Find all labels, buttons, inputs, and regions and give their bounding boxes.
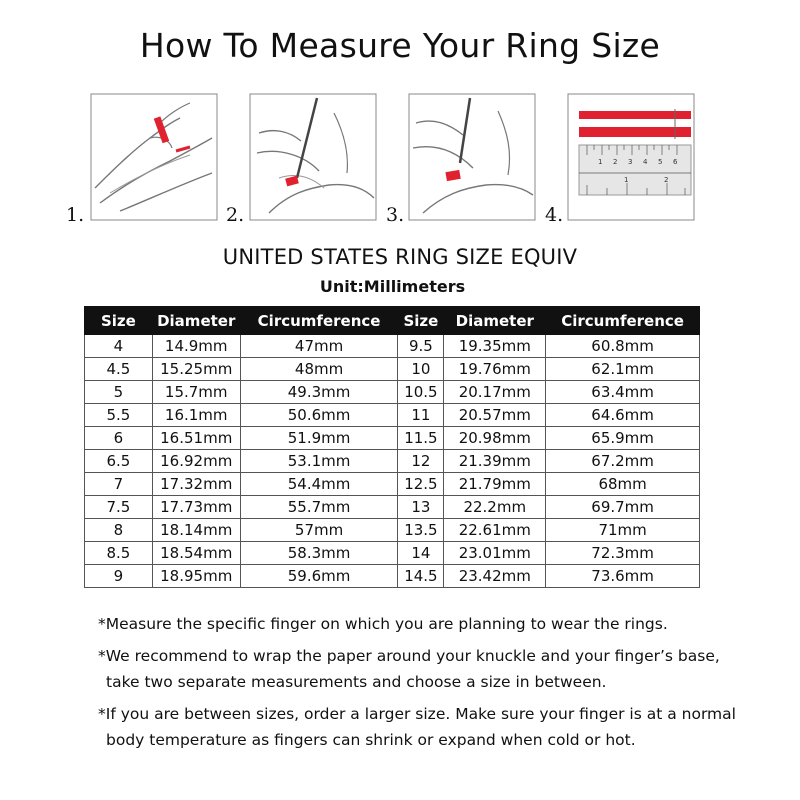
step-4-illustration [567,93,695,221]
column-header-size: Size [398,307,444,335]
table-cell: 16.1mm [152,404,240,427]
table-cell: 8 [85,519,153,542]
table-cell: 5.5 [85,404,153,427]
table-row [85,450,700,473]
table-cell: 4 [85,335,153,358]
table-cell: 15.25mm [152,358,240,381]
table-cell: 58.3mm [240,542,398,565]
note-3-continued: body temperature as fingers can shrink or expand when cold or hot. [106,731,636,749]
ruler-mark-small: 2 [664,176,669,184]
finger-mark-icon [408,93,536,221]
note-2: *We recommend to wrap the paper around your knuckle and your finger’s base, [98,647,720,665]
table-cell: 47mm [240,335,398,358]
table-cell: 51.9mm [240,427,398,450]
table-cell: 22.2mm [444,496,546,519]
column-header-circumference: Circumference [546,307,700,335]
table-cell: 14 [398,542,444,565]
table-cell: 13.5 [398,519,444,542]
table-cell: 20.17mm [444,381,546,404]
table-cell: 9 [85,565,153,588]
table-cell: 53.1mm [240,450,398,473]
table-cell: 7.5 [85,496,153,519]
table-row [85,427,700,450]
table-cell: 72.3mm [546,542,700,565]
table-cell: 59.6mm [240,565,398,588]
column-header-diameter: Diameter [444,307,546,335]
step-number-1: 1. [66,204,85,226]
table-cell: 6.5 [85,450,153,473]
note-2-continued: take two separate measurements and choose a size in between. [106,673,607,691]
table-row [85,358,700,381]
step-2-illustration [249,93,377,221]
table-cell: 16.51mm [152,427,240,450]
table-cell: 15.7mm [152,381,240,404]
table-cell: 62.1mm [546,358,700,381]
step-number-2: 2. [226,204,245,226]
table-cell: 71mm [546,519,700,542]
column-header-diameter: Diameter [152,307,240,335]
unit-label: Unit:Millimeters [319,277,466,296]
page-title: How To Measure Your Ring Size [139,26,661,65]
table-cell: 11 [398,404,444,427]
table-row [85,542,700,565]
table-heading: UNITED STATES RING SIZE EQUIV [222,245,578,269]
table-row [85,473,700,496]
ruler-measure-icon [567,93,695,221]
table-cell: 57mm [240,519,398,542]
table-cell: 10.5 [398,381,444,404]
table-cell: 67.2mm [546,450,700,473]
note-1: *Measure the specific finger on which you are planning to wear the rings. [98,615,668,633]
table-header-row [85,307,700,335]
table-row [85,381,700,404]
table-cell: 63.4mm [546,381,700,404]
ruler-mark: 6 [673,158,678,166]
table-cell: 73.6mm [546,565,700,588]
table-cell: 64.6mm [546,404,700,427]
step-number-4: 4. [545,204,564,226]
table-cell: 17.73mm [152,496,240,519]
table-cell: 48mm [240,358,398,381]
table-cell: 68mm [546,473,700,496]
table-cell: 7 [85,473,153,496]
ruler-mark: 5 [658,158,663,166]
table-cell: 18.95mm [152,565,240,588]
ruler-mark: 2 [613,158,618,166]
ruler-mark: 4 [643,158,648,166]
measurement-notes [98,611,778,759]
table-cell: 9.5 [398,335,444,358]
table-cell: 21.39mm [444,450,546,473]
table-cell: 23.01mm [444,542,546,565]
table-row [85,335,700,358]
table-cell: 19.35mm [444,335,546,358]
table-cell: 11.5 [398,427,444,450]
table-cell: 13 [398,496,444,519]
table-cell: 60.8mm [546,335,700,358]
table-cell: 20.98mm [444,427,546,450]
table-cell: 22.61mm [444,519,546,542]
table-cell: 19.76mm [444,358,546,381]
hand-mark-paper-icon [249,93,377,221]
table-cell: 23.42mm [444,565,546,588]
table-cell: 65.9mm [546,427,700,450]
table-row [85,519,700,542]
table-cell: 5 [85,381,153,404]
table-cell: 14.5 [398,565,444,588]
table-cell: 4.5 [85,358,153,381]
table-cell: 49.3mm [240,381,398,404]
table-row [85,565,700,588]
table-row [85,496,700,519]
note-3: *If you are between sizes, order a larger size. Make sure your finger is at a normal [98,705,736,723]
column-header-circumference: Circumference [240,307,398,335]
table-cell: 55.7mm [240,496,398,519]
table-cell: 69.7mm [546,496,700,519]
step-1-illustration [90,93,218,221]
table-cell: 14.9mm [152,335,240,358]
table-cell: 6 [85,427,153,450]
table-cell: 20.57mm [444,404,546,427]
table-cell: 12 [398,450,444,473]
table-cell: 18.14mm [152,519,240,542]
table-cell: 54.4mm [240,473,398,496]
ruler-mark-small: 1 [624,176,629,184]
step-3-illustration [408,93,536,221]
ring-size-table [84,306,700,588]
table-cell: 12.5 [398,473,444,496]
table-cell: 21.79mm [444,473,546,496]
ruler-mark: 3 [628,158,633,166]
table-cell: 8.5 [85,542,153,565]
column-header-size: Size [85,307,153,335]
hand-wrap-paper-icon [90,93,218,221]
step-number-3: 3. [386,204,405,226]
ruler-mark: 1 [598,158,603,166]
table-cell: 18.54mm [152,542,240,565]
table-cell: 17.32mm [152,473,240,496]
table-row [85,404,700,427]
table-cell: 50.6mm [240,404,398,427]
table-cell: 10 [398,358,444,381]
table-cell: 16.92mm [152,450,240,473]
